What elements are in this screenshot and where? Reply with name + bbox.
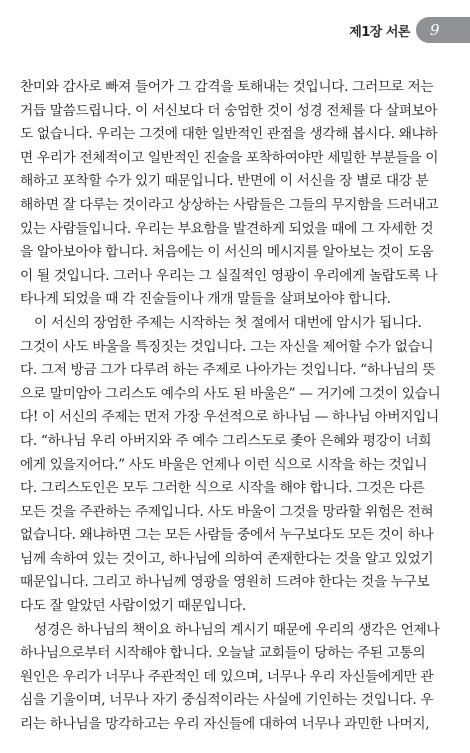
paragraph-start-line: 이 서신의 장엄한 주제는 시작하는 첫 절에서 대번에 암시가 됩니다. (34, 314, 422, 331)
text-line: 해하면 잘 다루는 것이라고 상상하는 사람들은 그들의 무지함을 드러내고 (20, 196, 439, 213)
text-line: 하나님으로부터 시작해야 합니다. 오늘날 교회들이 당하는 주된 고통의 (20, 645, 426, 662)
text-line: 모든 것을 주관하는 주제입니다. 사도 바울이 그것을 망라할 위험은 전혀 (20, 503, 434, 520)
text-line: 면 우리가 전체적이고 일반적인 진술을 포착하여야만 세밀한 부분들을 이 (20, 149, 439, 166)
text-line: 다. 그리스도인은 모두 그러한 식으로 시작을 해야 합니다. 그것은 다른 (20, 480, 425, 497)
text-line: 타나게 되었을 때 각 진술들이나 개개 말들을 살펴보아야 합니다. (20, 291, 391, 308)
text-line: 다도 잘 알았던 사람이었기 때문입니다. (20, 598, 246, 615)
text-line: 을 알아보아야 합니다. 처음에는 이 서신의 메시지를 알아보는 것이 도움 (20, 244, 434, 261)
text-line: 도 없습니다. 우리는 그것에 대한 일반적인 관점을 생각해 봅시다. 왜냐하 (20, 126, 438, 143)
page-number: 9 (430, 21, 440, 39)
text-line: 리는 하나님을 망각하고는 우리 자신들에 대하여 너무나 과민한 나머지, (20, 716, 430, 733)
text-line: 다. “하나님 우리 아버지와 주 예수 그리스도로 좇아 은혜와 평강이 너희 (20, 432, 432, 449)
text-line: 님께 속하여 있는 것이고, 하나님에 의하여 존재한다는 것을 알고 있었기 (20, 550, 434, 567)
text-line: 그것이 사도 바울을 특징짓는 것입니다. 그는 자신을 제어할 수가 없습니 (20, 338, 434, 355)
chapter-title: 제1장 서론 (349, 24, 410, 40)
text-line: 에게 있을지어다.” 사도 바울은 언제나 이런 식으로 시작을 하는 것입니 (20, 456, 428, 473)
text-line: 없습니다. 왜냐하면 그는 모든 사람들 중에서 누구보다도 모든 것이 하나 (20, 527, 434, 544)
text-line: 다. 그저 방금 그가 다루려 하는 주제로 나아가는 것입니다. “하나님의 뜻 (20, 362, 436, 379)
text-line: 심을 기울이며, 너무나 자기 중심적이라는 사실에 기인하는 것입니다. 우 (20, 692, 434, 709)
running-header (349, 17, 470, 43)
body-text (20, 76, 452, 737)
text-line: 으로 말미암아 그리스도 예수의 사도 된 바울은” — 거기에 그것이 있습니 (20, 385, 441, 402)
text-line: 때문입니다. 그리고 하나님께 영광을 영원히 드려야 한다는 것을 누구보 (20, 574, 430, 591)
page-number-tab (416, 17, 470, 43)
text-line: 찬미와 감사로 빠져 들어가 그 감격을 토해내는 것입니다. 그러므로 저는 (20, 79, 434, 95)
paragraph-start-line: 성경은 하나님의 책이요 하나님의 계시기 때문에 우리의 생각은 언제나 (34, 621, 440, 638)
text-line: 원인은 우리가 너무나 주관적인 데 있으며, 너무나 우리 자신들에게만 관 (20, 668, 434, 685)
text-line: 거듭 말씀드립니다. 이 서신보다 더 숭엄한 것이 성경 전체를 다 살펴보아 (20, 102, 438, 119)
text-line: 이 될 것입니다. 그러나 우리는 그 실질적인 영광이 우리에게 놀랍도록 나 (20, 267, 438, 284)
text-line: 해하고 포착할 수가 있기 때문입니다. 반면에 이 서신을 장 별로 대강 분 (20, 173, 429, 190)
text-line: 있는 사람들입니다. 우리는 부요함을 발견하게 되었을 때에 그 자세한 것 (20, 220, 434, 237)
text-line: 다! 이 서신의 주제는 먼저 가장 우선적으로 하나님 — 하나님 아버지입니 (20, 409, 439, 426)
